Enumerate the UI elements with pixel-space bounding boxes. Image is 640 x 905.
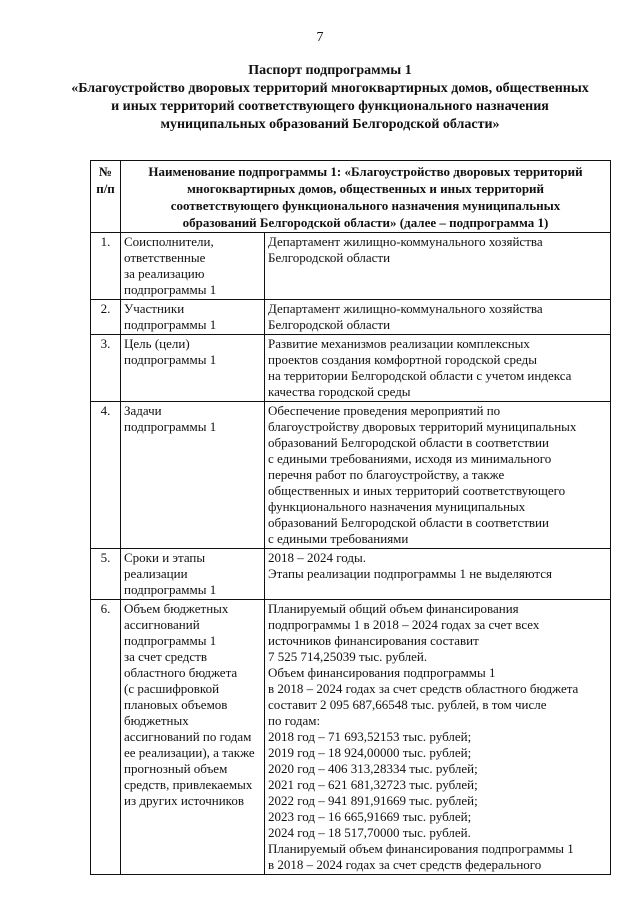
row-value-line: Департамент жилищно-коммунального хозяйства	[268, 234, 543, 249]
row-value-line: с едиными требованиями	[268, 531, 409, 546]
row-label-line: средств, привлекаемых	[124, 777, 253, 792]
header-name-line: многоквартирных домов, общественных и иных территорий	[186, 181, 545, 196]
row-value-line: в 2018 – 2024 годах за счет средств федерального	[268, 857, 542, 872]
row-label-line: из других источников	[124, 793, 244, 808]
row-label-line: Участники	[124, 301, 185, 316]
row-label	[121, 600, 265, 875]
row-value-line: с едиными требованиями, исходя из минимального	[268, 451, 552, 466]
row-value	[265, 300, 611, 335]
row-value-line: источников финансирования составит	[268, 633, 479, 648]
row-value-line: Белгородской области	[268, 250, 391, 265]
row-label	[121, 402, 265, 549]
row-value-line: качества городской среды	[268, 384, 411, 399]
row-label	[121, 335, 265, 402]
header-name-line: образований Белгородской области» (далее – подпрограмма 1)	[182, 215, 549, 230]
row-label-line: ассигнований по годам	[124, 729, 252, 744]
row-value-line: Объем финансирования подпрограммы 1	[268, 665, 496, 680]
row-number: 6.	[91, 600, 121, 875]
row-value-line: Этапы реализации подпрограммы 1 не выделяются	[268, 566, 553, 581]
title-line: «Благоустройство дворовых территорий многоквартирных домов, общественных	[71, 81, 589, 96]
row-label-line: бюджетных	[124, 713, 189, 728]
row-value	[265, 600, 611, 875]
row-value	[265, 233, 611, 300]
row-label-line: ее реализации), а также	[124, 745, 255, 760]
title-line: и иных территорий соответствующего функционального назначения	[111, 99, 549, 114]
row-value-line: 2019 год – 18 924,00000 тыс. рублей;	[268, 745, 472, 760]
passport-title	[60, 62, 600, 134]
row-value-line: 2020 год – 406 313,28334 тыс. рублей;	[268, 761, 478, 776]
row-label-line: подпрограммы 1	[124, 419, 217, 434]
row-label-line: реализации	[124, 566, 188, 581]
row-label-line: Задачи	[124, 403, 162, 418]
row-label-line: подпрограммы 1	[124, 633, 217, 648]
title-line: Паспорт подпрограммы 1	[248, 63, 412, 78]
row-value-line: проектов создания комфортной городской среды	[268, 352, 537, 367]
row-value-line: Планируемый объем финансирования подпрограммы 1	[268, 841, 574, 856]
table-row	[91, 335, 611, 402]
row-label	[121, 300, 265, 335]
title-line: муниципальных образований Белгородской области»	[160, 117, 500, 132]
row-label-line: Цель (цели)	[124, 336, 190, 351]
row-number: 4.	[91, 402, 121, 549]
row-value-line: Развитие механизмов реализации комплексных	[268, 336, 530, 351]
row-value-line: общественных и иных территорий соответствующего	[268, 483, 566, 498]
table-row	[91, 233, 611, 300]
row-value	[265, 335, 611, 402]
row-value-line: Белгородской области	[268, 317, 391, 332]
row-number: 2.	[91, 300, 121, 335]
row-value-line: 2024 год – 18 517,70000 тыс. рублей.	[268, 825, 471, 840]
table-header-row	[91, 161, 611, 233]
row-value-line: 2018 – 2024 годы.	[268, 550, 366, 565]
header-number-cell	[91, 161, 121, 233]
row-label	[121, 549, 265, 600]
row-label-line: за реализацию	[124, 266, 205, 281]
table-row	[91, 600, 611, 875]
row-label-line: ассигнований	[124, 617, 200, 632]
table-row	[91, 300, 611, 335]
row-value-line: 2022 год – 941 891,91669 тыс. рублей;	[268, 793, 478, 808]
table-row	[91, 402, 611, 549]
row-value-line: образований Белгородской области в соответствии	[268, 515, 549, 530]
row-value-line: Планируемый общий объем финансирования	[268, 601, 519, 616]
row-label-line: областного бюджета	[124, 665, 238, 680]
table-row	[91, 549, 611, 600]
header-number-line: п/п	[96, 181, 115, 196]
row-label-line: подпрограммы 1	[124, 582, 217, 597]
row-label-line: Соисполнители,	[124, 234, 214, 249]
row-value-line: 2023 год – 16 665,91669 тыс. рублей;	[268, 809, 472, 824]
row-number: 3.	[91, 335, 121, 402]
row-label-line: (с расшифровкой	[124, 681, 220, 696]
row-value-line: Департамент жилищно-коммунального хозяйства	[268, 301, 543, 316]
row-value-line: в 2018 – 2024 годах за счет средств областного бюджета	[268, 681, 579, 696]
row-value-line: благоустройству дворовых территорий муниципальных	[268, 419, 577, 434]
header-name-line: Наименование подпрограммы 1: «Благоустройство дворовых территорий	[148, 164, 583, 179]
row-value-line: функционального назначения муниципальных	[268, 499, 526, 514]
row-value-line: Обеспечение проведения мероприятий по	[268, 403, 501, 418]
row-label-line: подпрограммы 1	[124, 317, 217, 332]
row-label-line: за счет средств	[124, 649, 207, 664]
row-value-line: на территории Белгородской области с учетом индекса	[268, 368, 572, 383]
row-value-line: 2021 год – 621 681,32723 тыс. рублей;	[268, 777, 478, 792]
row-value-line: по годам:	[268, 713, 321, 728]
row-label-line: плановых объемов	[124, 697, 228, 712]
row-number: 5.	[91, 549, 121, 600]
row-label-line: прогнозный объем	[124, 761, 228, 776]
row-label	[121, 233, 265, 300]
row-value-line: перечня работ по благоустройству, а также	[268, 467, 505, 482]
row-value-line: подпрограммы 1 в 2018 – 2024 годах за счет всех	[268, 617, 540, 632]
page-number: 7	[316, 30, 324, 45]
row-value	[265, 549, 611, 600]
header-name-cell	[121, 161, 611, 233]
row-value-line: образований Белгородской области в соответствии	[268, 435, 549, 450]
row-value-line: составит 2 095 687,66548 тыс. рублей, в том числе	[268, 697, 547, 712]
header-name-line: соответствующего функционального назначения муниципальных	[170, 198, 561, 213]
row-number: 1.	[91, 233, 121, 300]
row-label-line: подпрограммы 1	[124, 282, 217, 297]
row-value-line: 7 525 714,25039 тыс. рублей.	[268, 649, 428, 664]
header-number-line: №	[98, 164, 113, 179]
row-label-line: подпрограммы 1	[124, 352, 217, 367]
row-label-line: Сроки и этапы	[124, 550, 206, 565]
passport-table	[90, 160, 611, 875]
row-label-line: Объем бюджетных	[124, 601, 229, 616]
row-value	[265, 402, 611, 549]
row-label-line: ответственные	[124, 250, 206, 265]
row-value-line: 2018 год – 71 693,52153 тыс. рублей;	[268, 729, 472, 744]
